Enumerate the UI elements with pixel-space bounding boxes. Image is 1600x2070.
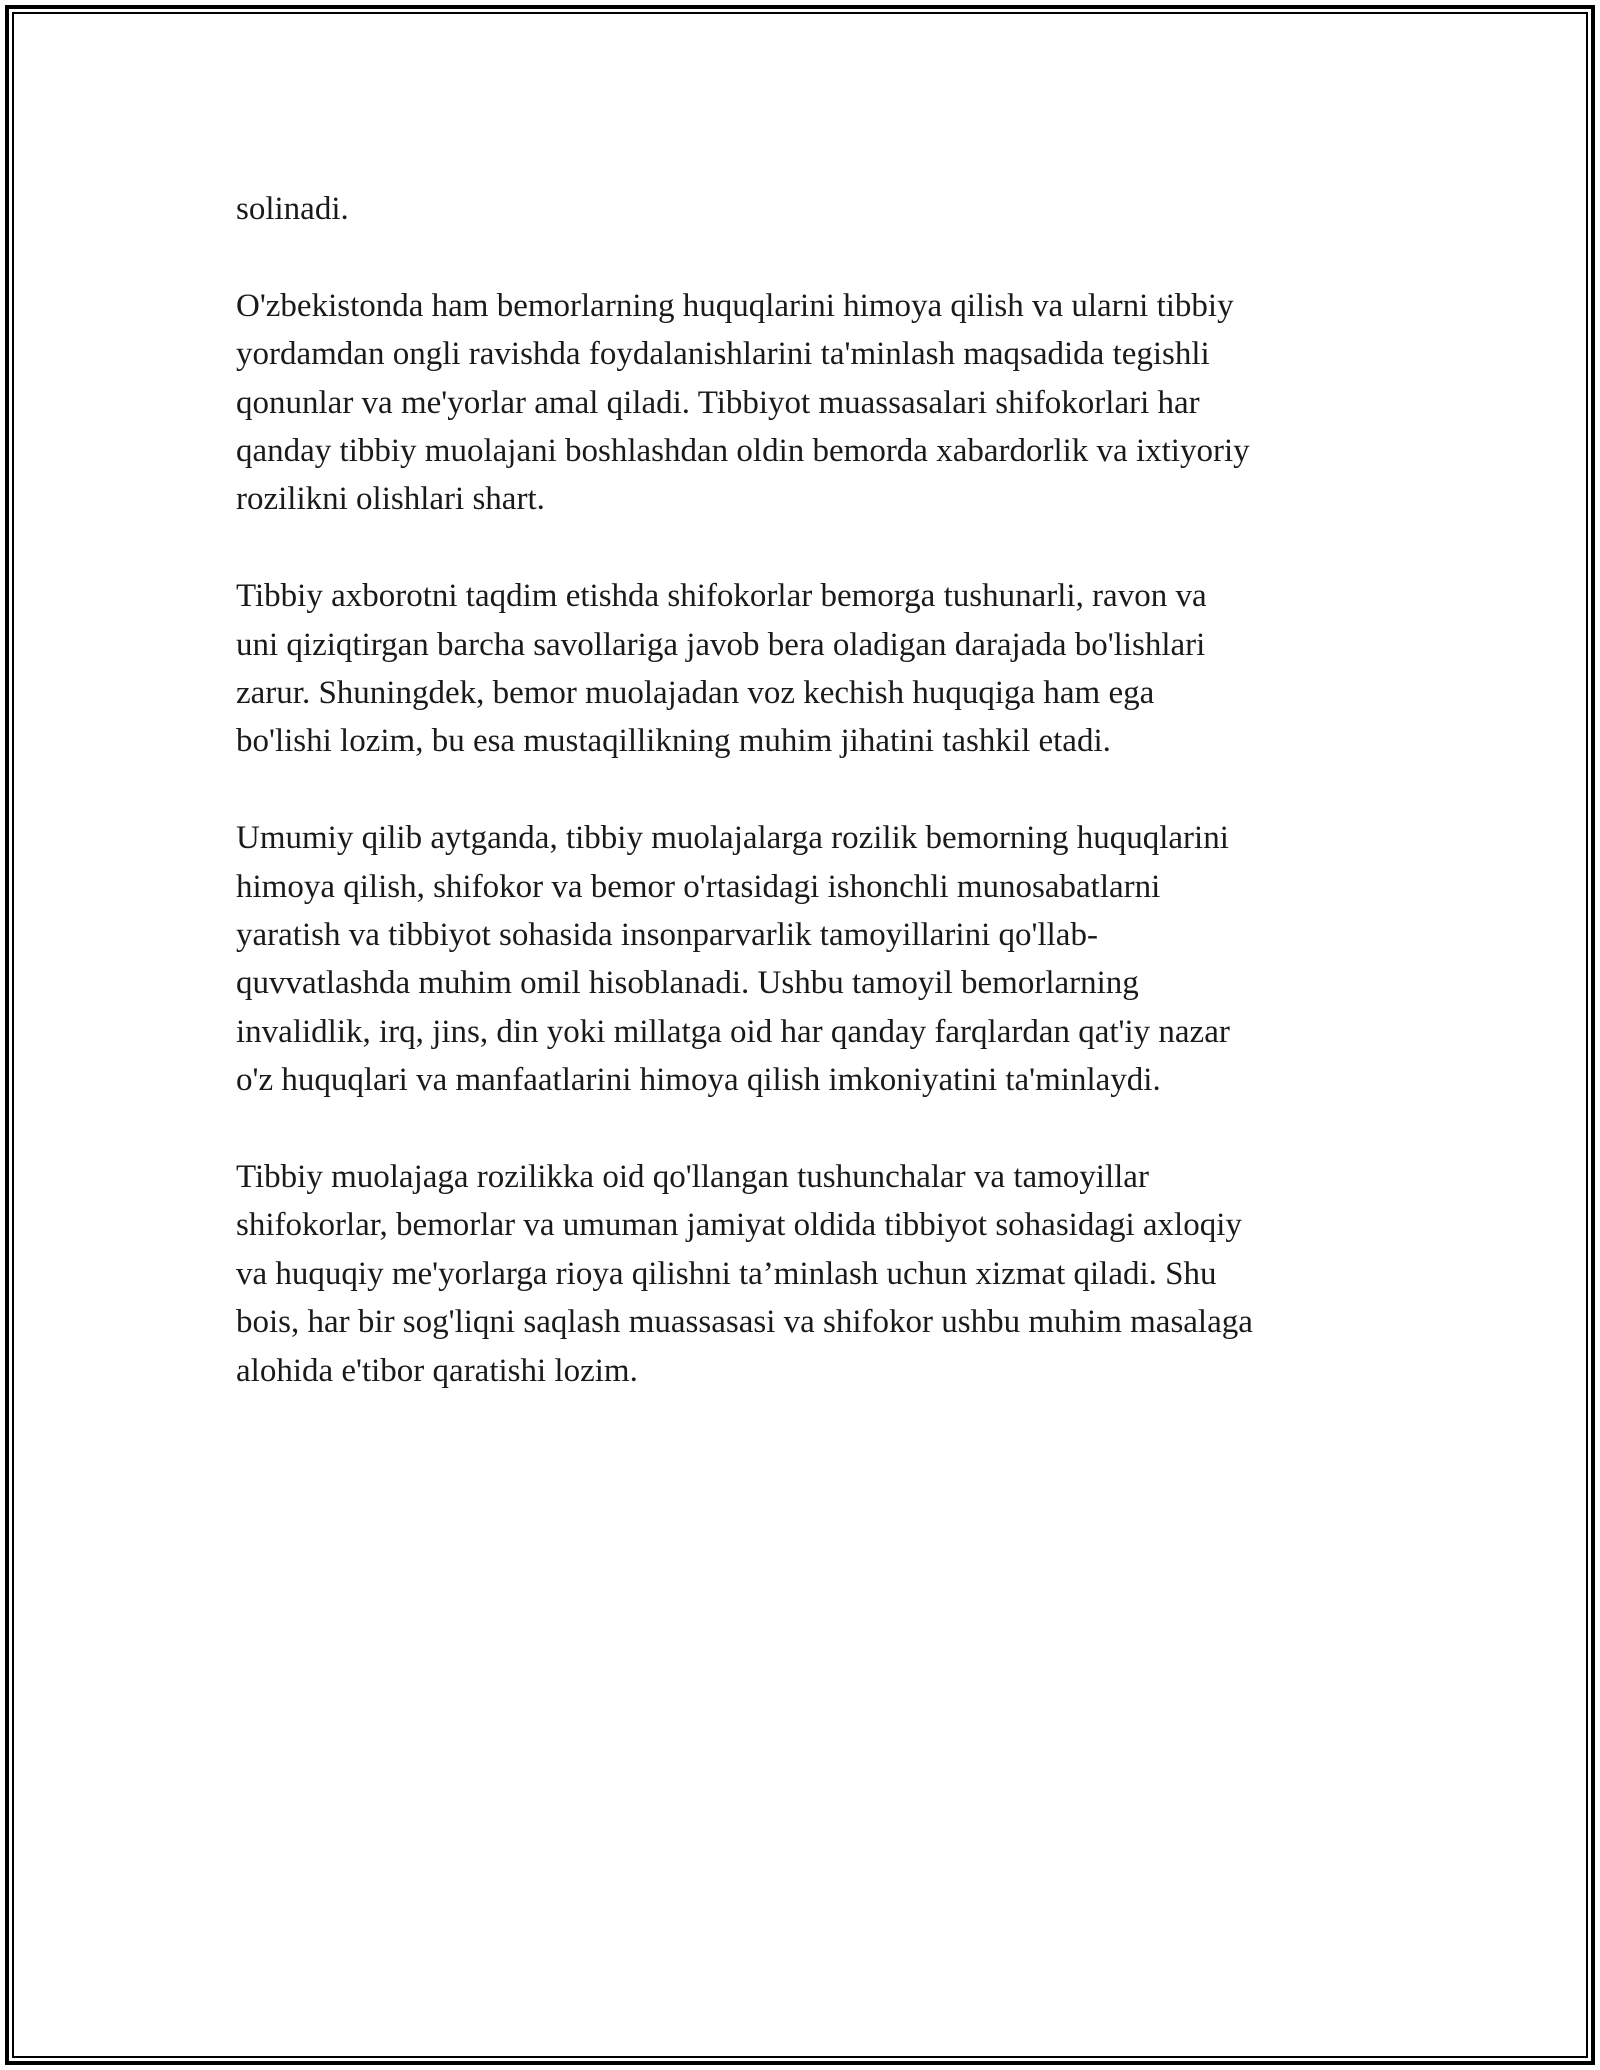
document-body	[236, 185, 1386, 1443]
paragraph-4	[236, 814, 1386, 1104]
text-line: yaratish va tibbiyot sohasida insonparvarlik tamoyillarini qo'llab-	[236, 917, 1098, 954]
text-line: alohida e'tibor qaratishi lozim.	[236, 1352, 638, 1389]
text-line: bois, har bir sog'liqni saqlash muassasasi va shifokor ushbu muhim masalaga	[236, 1304, 1253, 1341]
text-line: o'z huquqlari va manfaatlarini himoya qilish imkoniyatini ta'minlaydi.	[236, 1062, 1161, 1099]
text-line: solinadi.	[236, 191, 349, 227]
text-line: zarur. Shuningdek, bemor muolajadan voz kechish huquqiga ham ega	[236, 675, 1155, 712]
text-line: va huquqiy me'yorlarga rioya qilishni ta’minlash uchun xizmat qiladi. Shu	[236, 1255, 1217, 1292]
paragraph-2	[236, 282, 1386, 524]
text-line: qanday tibbiy muolajani boshlashdan oldin bemorda xabardorlik va ixtiyoriy	[236, 433, 1250, 470]
text-line: quvvatlashda muhim omil hisoblanadi. Ushbu tamoyil bemorlarning	[236, 965, 1139, 1002]
paragraph-5	[236, 1153, 1386, 1395]
text-line: O'zbekistonda ham bemorlarning huquqlarini himoya qilish va ularni tibbiy	[236, 287, 1234, 324]
paragraph-3	[236, 572, 1386, 766]
text-line: yordamdan ongli ravishda foydalanishlarini ta'minlash maqsadida tegishli	[236, 336, 1210, 373]
text-line: uni qiziqtirgan barcha savollariga javob bera oladigan darajada bo'lishlari	[236, 626, 1206, 663]
text-line: Umumiy qilib aytganda, tibbiy muolajalarga rozilik bemorning huquqlarini	[236, 820, 1229, 857]
text-line: bo'lishi lozim, bu esa mustaqillikning muhim jihatini tashkil etadi.	[236, 723, 1111, 760]
text-line: rozilikni olishlari shart.	[236, 481, 545, 518]
text-line: Tibbiy axborotni taqdim etishda shifokorlar bemorga tushunarli, ravon va	[236, 578, 1207, 615]
text-line: himoya qilish, shifokor va bemor o'rtasidagi ishonchli munosabatlarni	[236, 868, 1161, 905]
text-line: shifokorlar, bemorlar va umuman jamiyat oldida tibbiyot sohasidagi axloqiy	[236, 1207, 1242, 1244]
text-line: invalidlik, irq, jins, din yoki millatga oid har qanday farqlardan qat'iy nazar	[236, 1013, 1230, 1050]
text-line: Tibbiy muolajaga rozilikka oid qo'llangan tushunchalar va tamoyillar	[236, 1159, 1149, 1196]
paragraph-1	[236, 185, 1386, 233]
text-line: qonunlar va me'yorlar amal qiladi. Tibbiyot muassasalari shifokorlari har	[236, 384, 1200, 421]
